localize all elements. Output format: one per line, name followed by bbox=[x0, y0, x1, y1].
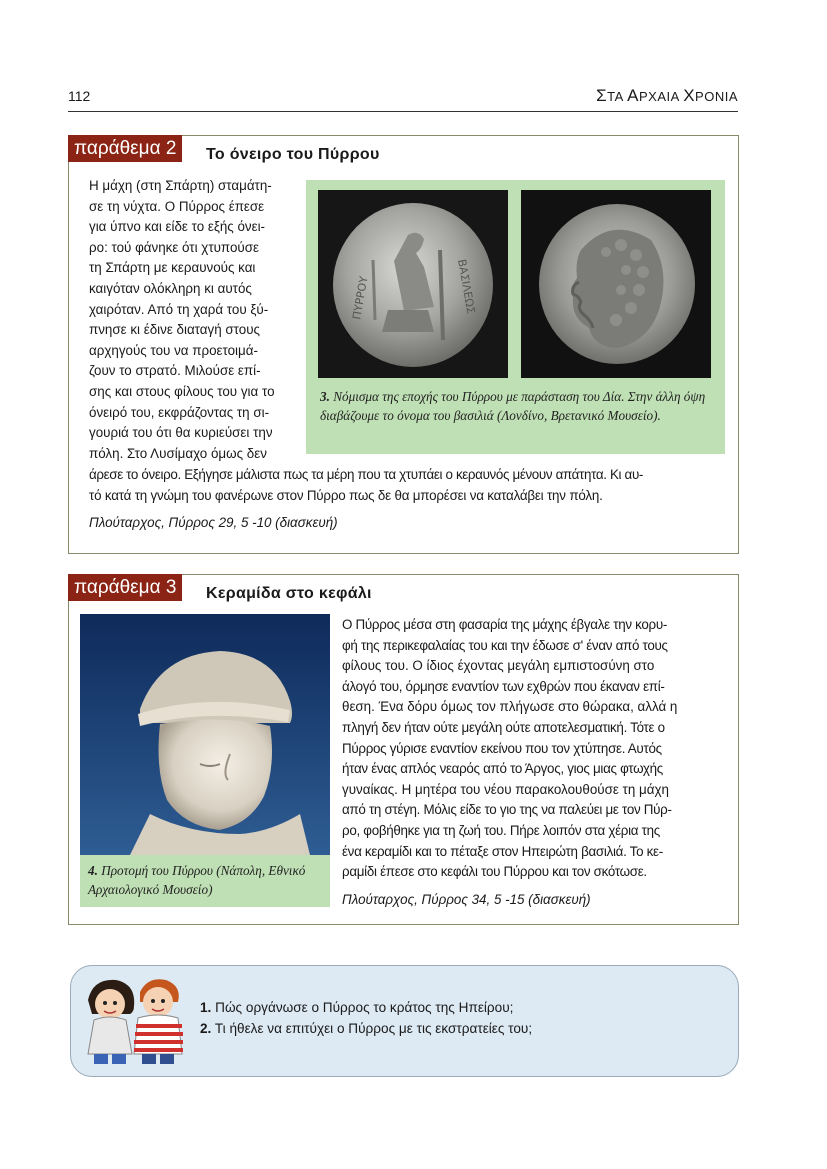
excerpt-2-text: Η μάχη (στη Σπάρτη) σταμάτη- σε τη νύχτα. Ο Πύρρος έπεσε για ύπνο και είδε το εξής όνει- ρο: τού φάνηκε ότι χτυπούσε τη Σπάρτη με κεραυνούς και καιγόταν ολόκληρη κι αυτός χαιρόταν. Από τη χαρά του ξύ- πνησε κι έδινε διαταγή στους αρχηγούς του να προετοιμά- ζουν το στρατό. Μιλούσε επί- σης και στους φίλους του για το όνειρό του, εκφράζοντας τη σι- γουριά του ότι θα κυριεύσει την πόλη. Στο Λυσίμαχο όμως δεν bbox=[89, 178, 275, 461]
svg-text:ΠΥΡΡΟΥ: ΠΥΡΡΟΥ bbox=[350, 275, 371, 321]
coin-reverse-image bbox=[521, 190, 711, 378]
coin-caption: 3. Νόμισμα της εποχής του Πύρρου με παράσταση του Δία. Στην άλλη όψη διαβάζουμε το όνομα του βασιλιά (Λονδίνο, Βρετανικό Μουσείο). bbox=[320, 389, 706, 423]
svg-text:ΒΑΣΙΛΕΩΣ: ΒΑΣΙΛΕΩΣ bbox=[455, 258, 478, 315]
coin-obverse-image bbox=[318, 190, 508, 378]
excerpt-3-source: Πλούταρχος, Πύρρος 34, 5 -15 (διασκευή) bbox=[342, 892, 591, 907]
question-item: 1. Πώς οργάνωσε ο Πύρρος το κράτος της Ηπείρου; bbox=[200, 1000, 514, 1015]
excerpt-2-title: Το όνειρο του Πύρρου bbox=[206, 146, 380, 163]
excerpt-3-text: Ο Πύρρος μέσα στη φασαρία της μάχης έβγαλε την κορυ- φή της περικεφαλαίας του και την έδωσε σ' έναν από τους φίλους του. Ο ίδιος έχοντας μεγάλη εμπιστοσύνη στο άλογό του, όρμησε εναντίον των εχθρών που έκαναν επί- θεση. Ένα δόρυ όμως τον πλήγωσε στο θώρακα, αλλά η πληγή δεν ήταν ούτε μεγάλη ούτε αποτελεσματική. Τότε ο Πύρρος γύρισε εναντίον εκείνου που τον χτύπησε. Αυτός ήταν ένας απλός νεαρός από το Άργος, γιος μιας φτωχής γυναίκας. Η μητέρα του νέου παρακολουθούσε τη μάχη από τη στέγη. Μόλις είδε το γιο της να παλεύει με τον Πύρ- ρο, φοβήθηκε για τη ζωή του. Πήρε λοιπόν στα χέρια της ένα κεραμίδι και το πέταξε στον Ηπειρώτη βασιλιά. Το κε- ραμίδι έπεσε στο κεφάλι του Πύρρου και τον σκότωσε. bbox=[342, 617, 678, 880]
children-illustration bbox=[76, 970, 196, 1070]
coin-figure-panel bbox=[306, 180, 725, 454]
excerpt-2-text-full: άρεσε το όνειρο. Εξήγησε μάλιστα πως τα μέρη που τα χτυπάει ο κεραυνός μένουν απάτητα. Κι αυ- τό κατά τη γνώμη του φανέρωνε στον Πύρρο πως δε θα μπορέσει να καταλάβει την πόλη. bbox=[89, 467, 644, 503]
page-number: 112 bbox=[68, 88, 91, 104]
bust-figure-panel bbox=[80, 614, 330, 907]
bust-caption: 4. Προτομή του Πύρρου (Νάπολη, Εθνικό Αρχαιολογικό Μουσείο) bbox=[88, 863, 306, 897]
excerpt-2-tag: παράθεμα 2 bbox=[68, 135, 182, 162]
running-title: ΣΤΑ ΑΡΧΑΙΑ ΧΡΟΝΙΑ bbox=[596, 86, 738, 105]
excerpt-3-tag: παράθεμα 3 bbox=[68, 574, 182, 601]
questions-list bbox=[200, 997, 532, 1039]
excerpt-3-title: Κεραμίδα στο κεφάλι bbox=[206, 585, 372, 602]
bust-image bbox=[80, 614, 330, 855]
excerpt-2-source: Πλούταρχος, Πύρρος 29, 5 -10 (διασκευή) bbox=[89, 515, 338, 530]
question-item: 2. Τι ήθελε να επιτύχει ο Πύρρος με τις εκστρατείες του; bbox=[200, 1021, 533, 1036]
header-rule bbox=[68, 111, 738, 112]
